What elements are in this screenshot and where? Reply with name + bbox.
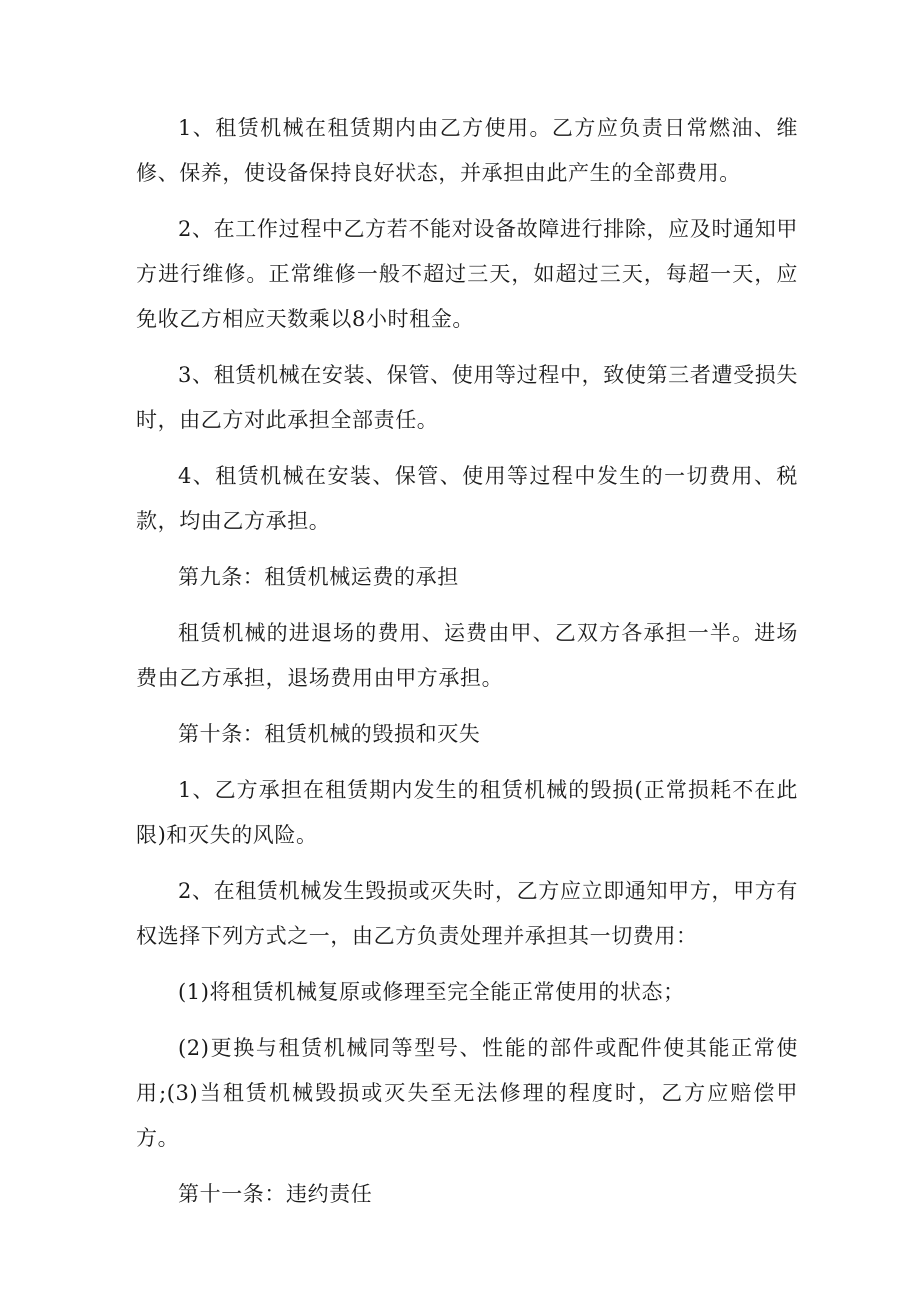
paragraph-clause-8-item-4: 4、租赁机械在安装、保管、使用等过程中发生的一切费用、税款，均由乙方承担。 (136, 464, 798, 533)
paragraph-clause-10-item-2: 2、在租赁机械发生毁损或灭失时，乙方应立即通知甲方，甲方有权选择下列方式之一，由乙方负责处理并承担其一切费用： (136, 879, 798, 948)
paragraph-clause-10-item-1: 1、乙方承担在租赁期内发生的租赁机械的毁损(正常损耗不在此限)和灭失的风险。 (136, 778, 798, 847)
heading-clause-9: 第九条：租赁机械运费的承担 (178, 565, 459, 589)
paragraph-clause-8-item-2: 2、在工作过程中乙方若不能对设备故障进行排除，应及时通知甲方进行维修。正常维修一般不超过三天，如超过三天，每超一天，应免收乙方相应天数乘以8小时租金。 (136, 217, 798, 331)
paragraph-clause-8-item-3: 3、租赁机械在安装、保管、使用等过程中，致使第三者遭受损失时，由乙方对此承担全部责任。 (136, 363, 798, 432)
paragraph-clause-10-option-2-3: (2)更换与租赁机械同等型号、性能的部件或配件使其能正常使用;(3)当租赁机械毁损或灭失至无法修理的程度时，乙方应赔偿甲方。 (136, 1036, 798, 1150)
paragraph-clause-8-item-1: 1、租赁机械在租赁期内由乙方使用。乙方应负责日常燃油、维修、保养，使设备保持良好状态，并承担由此产生的全部费用。 (136, 116, 798, 185)
paragraph-clause-9-body: 租赁机械的进退场的费用、运费由甲、乙双方各承担一半。进场费由乙方承担，退场费用由甲方承担。 (136, 621, 798, 690)
heading-clause-11: 第十一条：违约责任 (178, 1182, 373, 1206)
document-body (136, 106, 798, 1217)
heading-clause-10: 第十条：租赁机械的毁损和灭失 (178, 722, 481, 746)
paragraph-clause-10-option-1: (1)将租赁机械复原或修理至完全能正常使用的状态； (178, 980, 685, 1004)
